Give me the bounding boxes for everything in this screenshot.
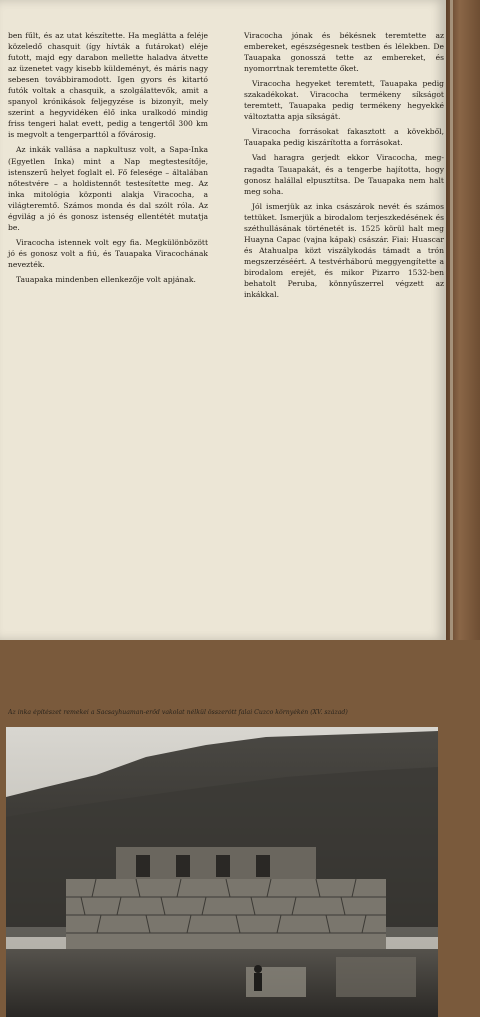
paragraph: Viracocha istennek volt egy fia. Megkülönbözött jó és gonosz volt a fiú, és Tauapaka Viracochának nevezték. <box>8 237 208 269</box>
paragraph: Jól ismerjük az inka császárok nevét és számos tettüket. Ismerjük a birodalom terjeszkedésének és széthullásának történetét is. 1525 körül halt meg Huayna Capac (vajna kápak) császár. Fiai: Huascar és Atahualpa közt viszálykodás támadt a trón megszerzéséért. A testvérháború meggyengítette a birodalom erejét, és mikor Pizarro 1532-ben behatolt Peruba, könnyűszerrel végzett az inkákkal. <box>244 201 444 300</box>
photo-caption: Az inka építészet remekei a Sacsayhuaman-erőd vakolat nélkül összerótt falai Cuzco környékén (XV. század) <box>8 709 348 716</box>
right-text-column <box>244 30 444 304</box>
paragraph: ben fűlt, és az utat készítette. Ha meglátta a feléje közeledő chasquit (így hívták a futárokat) eléje futott, majd egy darabon mellette haladva átvette az üzenetet vagy kisebb küldeményt, és máris nagy sebesen továbbiramodott. Igen gyors és kitartó futók voltak a chasquik, a szolgálattevők, amit a spanyol krónikások feljegyzése is bizonyít, mely szerint a hegyvidéken élő inka uralkodó mindig friss tengeri halat evett, pedig a tengertől 300 km is megvolt a tengerparttól a fővárosig. <box>8 31 208 140</box>
paragraph: Az inkák vallása a napkultusz volt, a Sapa-Inka (Egyetlen Inka) mint a Nap megtestesítője, istenszerű helyet foglalt el. Fő felesége – általában nőtestvére – a holdistennőt testesítette meg. Az inka mitológia központi alakja Viracocha, a világteremtő. Számos monda és dal szólt róla. Az égvilág a jó és gonosz istenség ellentétét mutatja be. <box>8 145 208 232</box>
paragraph: Tauapaka mindenben ellenkezője volt apjának. <box>16 274 196 284</box>
paragraph: Vad haragra gerjedt ekkor Viracocha, megragadta Tauapakát, és a tengerbe hajította, hogy gonosz halállal elpusztítsa. De Tauapaka nem halt meg soha. <box>244 153 444 196</box>
book-spine <box>446 0 480 640</box>
paragraph: Viracocha forrásokat fakasztott a kövekből, Tauapaka pedig kiszárította a forrásokat. <box>244 127 444 148</box>
paragraph: Viracocha jónak és békésnek teremtette az embereket, egészségesnek testben és lélekben. De Tauapaka gonosszá tette az embereket, és nyomorrtnak teremtette őket. <box>244 31 444 74</box>
paragraph: Viracocha hegyeket teremtett, Tauapaka pedig szakadékokat. Viracocha termékeny síkságot teremtett, Tauapaka pedig termékeny hegyekké változtatta apja síkságát. <box>244 79 444 122</box>
left-text-column <box>8 30 208 289</box>
inca-wall-photo <box>6 727 438 1017</box>
photo-illustration <box>6 727 438 1017</box>
